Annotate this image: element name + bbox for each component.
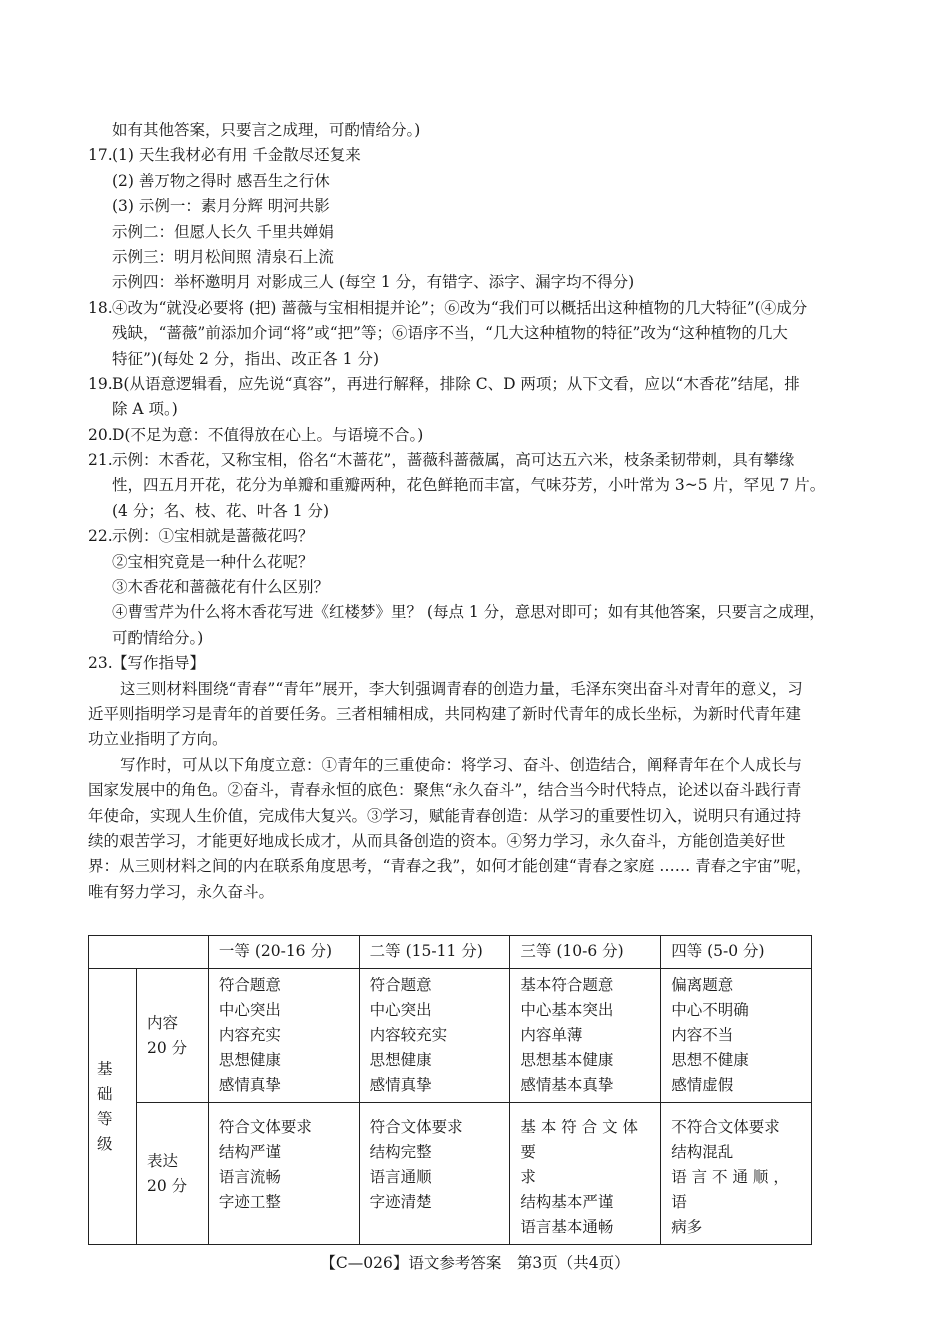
q17-example-3: 示例三：明月松间照 清泉石上流 <box>112 247 334 266</box>
criterion: 基 本 符 合 文 体 要 <box>520 1118 639 1161</box>
criterion: 基本符合题意 <box>520 976 614 994</box>
guide-paragraph-1: 近平则指明学习是青年的首要任务。三者相辅相成，共同构建了新时代青年的成长坐标，为新时代青年建 <box>88 704 802 723</box>
q17-example-2: 示例二：但愿人长久 千里共婵娟 <box>112 222 334 241</box>
q20-answer: D(不足为意：不值得放在心上。与语境不合。) <box>112 425 424 444</box>
group-label-char: 基 <box>97 1059 113 1078</box>
criterion: 偏离题意 <box>671 976 734 994</box>
expression-grade-1-cell <box>208 1103 359 1245</box>
expression-grade-2-cell <box>359 1103 510 1245</box>
criterion: 字迹工整 <box>218 1193 281 1211</box>
group-label-char: 础 <box>97 1084 113 1103</box>
criterion: 语言流畅 <box>218 1168 281 1186</box>
criterion: 中心基本突出 <box>520 1001 614 1019</box>
criterion: 感情虚假 <box>671 1076 734 1094</box>
text-line: 如有其他答案，只要言之成理，可酌情给分。) <box>112 121 421 139</box>
content-grade-3-cell <box>510 969 661 1103</box>
header-grade-1: 一等 (20-16 分) <box>208 936 359 969</box>
header-grade-3: 三等 (10-6 分) <box>510 936 661 969</box>
question-number: 22. <box>88 527 113 546</box>
q17-line <box>88 143 868 168</box>
guide-paragraph-2: 续的艰苦学习，才能更好地成长成才，从而具备创造的资本。④努力学习，永久奋斗，方能创造美好世 <box>88 831 786 850</box>
criterion: 求 <box>520 1168 536 1186</box>
q18-answer-1: ④改为“就没必要将 (把) 蔷薇与宝相相提并论”；⑥改为“我们可以概括出这种植物的几大特征”(④成分 <box>112 298 808 317</box>
criterion: 符合题意 <box>369 976 432 994</box>
q21-answer-1: 示例：木香花，又称宝相，俗名“木蔷花”，蔷薇科蔷薇属，高可达五六米，枝条柔韧带刺，具有攀缘 <box>112 451 795 470</box>
question-number: 18. <box>88 298 113 317</box>
row-label-text: 表达 <box>146 1151 178 1170</box>
criterion: 思想不健康 <box>671 1051 749 1069</box>
q19-answer-2: 除 A 项。) <box>112 400 178 419</box>
content-grade-1-cell <box>208 969 359 1103</box>
question-number: 21. <box>88 451 113 470</box>
criterion: 字迹清楚 <box>369 1193 432 1211</box>
criterion: 内容较充实 <box>369 1026 448 1044</box>
header-grade-2: 二等 (15-11 分) <box>359 936 510 969</box>
criterion: 语 言 不 通 顺 ， 语 <box>671 1168 789 1211</box>
row-label-expression <box>136 1103 208 1245</box>
q17-answer-1: (1) 天生我材必有用 千金散尽还复来 <box>112 146 361 165</box>
content-grade-4-cell <box>661 969 812 1103</box>
row-label-score: 20 分 <box>146 1038 188 1057</box>
header-grade-4: 四等 (5-0 分) <box>661 936 812 969</box>
criterion: 内容不当 <box>671 1026 734 1044</box>
criterion: 思想基本健康 <box>520 1051 614 1069</box>
q21-answer-3: (4 分；名、枝、花、叶各 1 分) <box>112 501 330 520</box>
table-row-expression <box>89 1103 812 1245</box>
guide-paragraph-2: 唯有努力学习，永久奋斗。 <box>88 882 275 901</box>
q23-line <box>88 651 868 676</box>
guide-paragraph-2: 写作时，可从以下角度立意：①青年的三重使命：将学习、奋斗、创造结合，阐释青年在个人成长与 <box>120 755 803 774</box>
criterion: 感情真挚 <box>218 1076 281 1094</box>
question-number: 17. <box>88 146 113 165</box>
guide-paragraph-2: 国家发展中的角色。②奋斗，青春永恒的底色：聚焦“永久奋斗”，结合当今时代特点，论述以奋斗践行青 <box>88 781 802 800</box>
question-number: 23. <box>88 654 113 673</box>
criterion: 符合题意 <box>218 976 281 994</box>
criterion: 结构混乱 <box>671 1143 734 1161</box>
q17-answer-2: (2) 善万物之得时 感吾生之行休 <box>112 171 330 190</box>
criterion: 语言基本通畅 <box>520 1218 614 1236</box>
criterion: 符合文体要求 <box>369 1118 463 1136</box>
answer-text <box>88 118 868 905</box>
guide-paragraph-2: 年使命，实现人生价值，完成伟大复兴。③学习，赋能青春创造：从学习的重要性切入，说明只有通过持 <box>88 806 802 825</box>
row-label-content <box>136 969 208 1103</box>
criterion: 思想健康 <box>369 1051 432 1069</box>
expression-grade-4-cell <box>661 1103 812 1245</box>
criterion: 中心不明确 <box>671 1001 749 1019</box>
table-row-content <box>89 969 812 1103</box>
criterion: 结构完整 <box>369 1143 432 1161</box>
q22-answer-2: ②宝相究竟是一种什么花呢？ <box>112 552 314 571</box>
q22-answer-5: 可酌情给分。) <box>112 628 204 647</box>
scoring-rubric-table <box>88 935 812 1245</box>
group-label-char: 等 <box>97 1109 113 1128</box>
criterion: 不符合文体要求 <box>671 1118 780 1136</box>
q17-example-4: 示例四：举杯邀明月 对影成三人 (每空 1 分，有错字、添字、漏字均不得分) <box>112 273 635 292</box>
q19-line <box>88 372 868 397</box>
q18-answer-2: 残缺，“蔷薇”前添加介词“将”或“把”等；⑥语序不当，“几大这种植物的特征”改为“这种植物的几大 <box>112 324 788 343</box>
page-footer: 【C—026】语文参考答案 第3页（共4页） <box>320 1254 630 1272</box>
table-header-row <box>89 936 812 969</box>
guide-paragraph-1: 功立业指明了方向。 <box>88 730 228 749</box>
q20-line <box>88 423 868 448</box>
q18-line <box>88 296 868 321</box>
row-label-text: 内容 <box>146 1013 178 1032</box>
criterion: 病多 <box>671 1218 703 1236</box>
question-number: 19. <box>88 374 113 393</box>
q22-answer-1: 示例：①宝相就是蔷薇花吗？ <box>112 527 314 546</box>
criterion: 中心突出 <box>218 1001 281 1019</box>
criterion: 感情真挚 <box>369 1076 432 1094</box>
q22-line <box>88 524 868 549</box>
q21-answer-2: 性，四五月开花，花分为单瓣和重瓣两种，花色鲜艳而丰富，气味芬芳，小叶常为 3~5 片，罕见 7 片。 <box>112 476 826 495</box>
q19-answer-1: B(从语意逻辑看，应先说“真容”，再进行解释，排除 C、D 两项；从下文看，应以“木香花”结尾，排 <box>112 374 800 393</box>
q18-answer-3: 特征”)(每处 2 分，指出、改正各 1 分) <box>112 349 379 368</box>
q22-answer-4: ④曹雪芹为什么将木香花写进《红楼梦》里？ (每点 1 分，意思对即可；如有其他答案，只要言之成理， <box>112 603 825 622</box>
q22-answer-3: ③木香花和蔷薇花有什么区别？ <box>112 578 330 597</box>
criterion: 中心突出 <box>369 1001 432 1019</box>
criterion: 思想健康 <box>218 1051 281 1069</box>
q21-line <box>88 448 868 473</box>
table-corner-cell <box>89 936 209 969</box>
q17-answer-3: (3) 示例一：素月分辉 明河共影 <box>112 197 330 216</box>
group-label-basic-level <box>89 969 137 1245</box>
guide-paragraph-1: 这三则材料围绕“青春”“青年”展开，李大钊强调青春的创造力量，毛泽东突出奋斗对青年的意义，习 <box>120 679 803 698</box>
row-label-score: 20 分 <box>146 1176 188 1195</box>
question-number: 20. <box>88 425 113 444</box>
content-grade-2-cell <box>359 969 510 1103</box>
criterion: 结构严谨 <box>218 1143 281 1161</box>
criterion: 符合文体要求 <box>218 1118 312 1136</box>
expression-grade-3-cell <box>510 1103 661 1245</box>
criterion: 内容单薄 <box>520 1026 583 1044</box>
group-label-char: 级 <box>97 1134 113 1153</box>
criterion: 内容充实 <box>218 1026 281 1044</box>
criterion: 语言通顺 <box>369 1168 432 1186</box>
criterion: 结构基本严谨 <box>520 1193 614 1211</box>
criterion: 感情基本真挚 <box>520 1076 614 1094</box>
q23-title: 【写作指导】 <box>112 654 206 673</box>
guide-paragraph-2: 界：从三则材料之间的内在联系角度思考，“青春之我”，如何才能创建“青春之家庭 …… 青春之宇宙”呢， <box>88 857 812 876</box>
